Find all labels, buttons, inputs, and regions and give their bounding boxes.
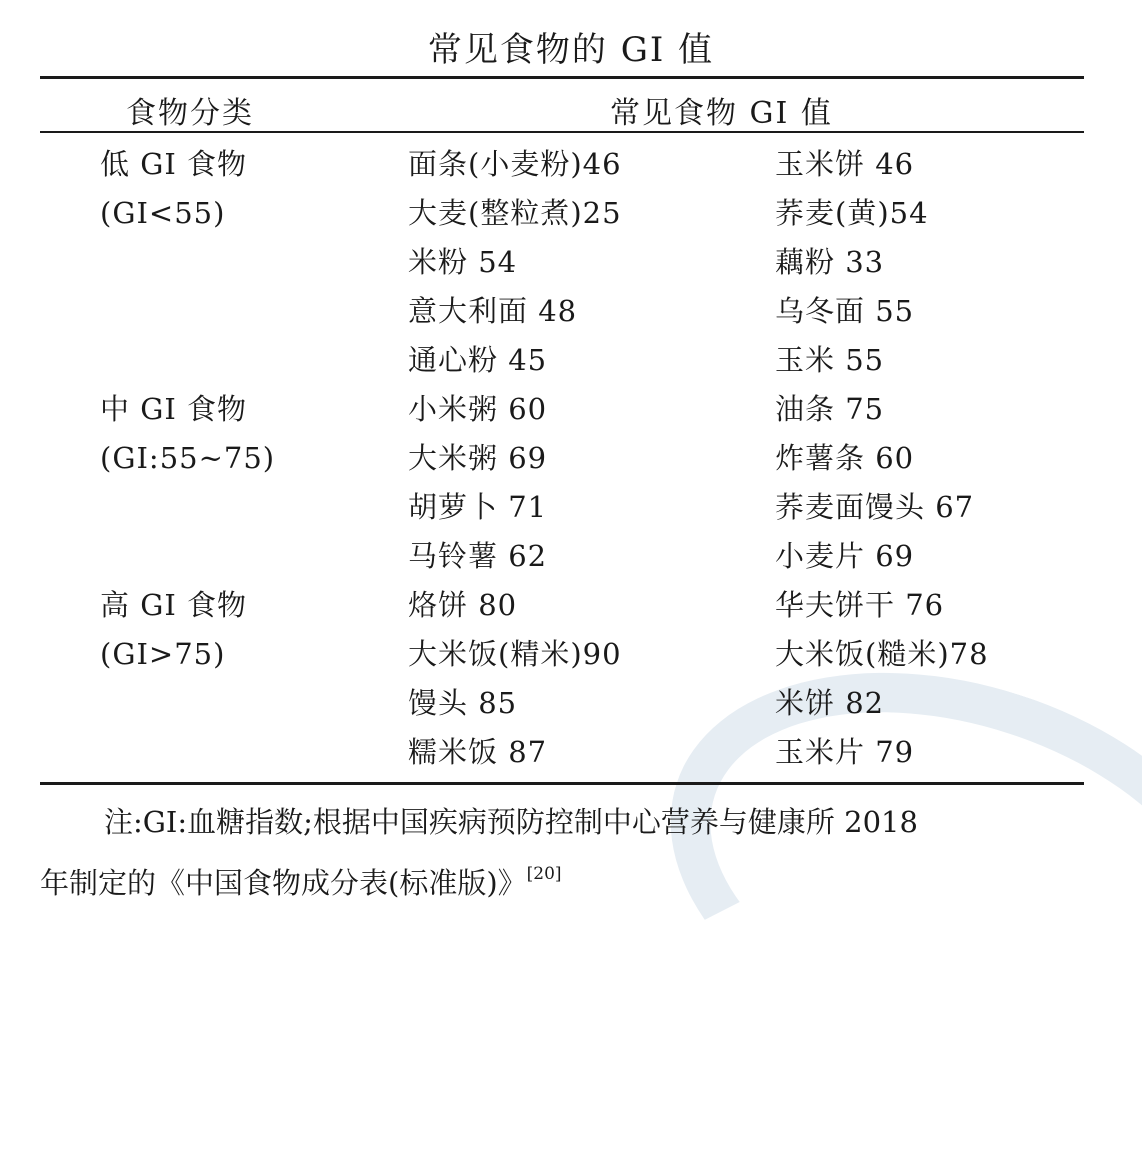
food-item: 华夫饼干 76 xyxy=(775,588,945,622)
food-item: 通心粉 45 xyxy=(408,343,548,377)
food-item: 荞麦面馒头 67 xyxy=(775,490,975,524)
food-item: 糯米饭 87 xyxy=(408,735,548,769)
group-range: (GI:55~75) xyxy=(100,441,276,475)
food-item: 玉米片 79 xyxy=(775,735,915,769)
food-item: 大麦(整粒煮)25 xyxy=(408,196,622,230)
food-item: 小米粥 60 xyxy=(408,392,548,426)
bottom-rule xyxy=(40,782,1084,785)
header-foods: 常见食物 GI 值 xyxy=(610,96,833,131)
group-name: 中 GI 食物 xyxy=(100,392,248,426)
food-item: 意大利面 48 xyxy=(408,294,578,328)
food-item: 小麦片 69 xyxy=(775,539,915,573)
reference-mark: [20] xyxy=(526,864,562,884)
food-item: 玉米 55 xyxy=(775,343,885,377)
header-category: 食物分类 xyxy=(126,96,254,131)
group-medium-gi xyxy=(100,385,275,483)
group-range: (GI<55) xyxy=(100,196,226,230)
group-name: 低 GI 食物 xyxy=(100,147,248,181)
food-item: 馒头 85 xyxy=(408,686,518,720)
note-line-2 xyxy=(40,848,1090,909)
group-low-gi xyxy=(100,140,247,238)
food-item: 藕粉 33 xyxy=(775,245,885,279)
top-rule xyxy=(40,76,1084,79)
food-item: 马铃薯 62 xyxy=(408,539,548,573)
food-item: 米粉 54 xyxy=(408,245,518,279)
note-line-1: 注:GI:血糖指数;根据中国疾病预防控制中心营养与健康所 2018 xyxy=(104,805,918,839)
food-item: 乌冬面 55 xyxy=(775,294,915,328)
food-item: 大米饭(精米)90 xyxy=(408,637,622,671)
note-line-2-text: 年制定的《中国食物成分表(标准版)》 xyxy=(40,866,527,900)
table-title: 常见食物的 GI 值 xyxy=(427,30,715,70)
group-name: 高 GI 食物 xyxy=(100,588,248,622)
food-item: 荞麦(黄)54 xyxy=(775,196,929,230)
header-rule xyxy=(40,131,1084,133)
food-item: 大米饭(糙米)78 xyxy=(775,637,989,671)
food-item: 玉米饼 46 xyxy=(775,147,915,181)
food-item: 油条 75 xyxy=(775,392,885,426)
food-item: 胡萝卜 71 xyxy=(408,490,548,524)
food-item: 炸薯条 60 xyxy=(775,441,915,475)
food-item: 烙饼 80 xyxy=(408,588,518,622)
group-high-gi xyxy=(100,581,247,679)
group-range: (GI>75) xyxy=(100,637,226,671)
foods-column-left xyxy=(408,140,622,777)
food-item: 米饼 82 xyxy=(775,686,885,720)
food-item: 面条(小麦粉)46 xyxy=(408,147,622,181)
food-item: 大米粥 69 xyxy=(408,441,548,475)
table-note xyxy=(40,796,1090,909)
foods-column-right xyxy=(775,140,989,777)
